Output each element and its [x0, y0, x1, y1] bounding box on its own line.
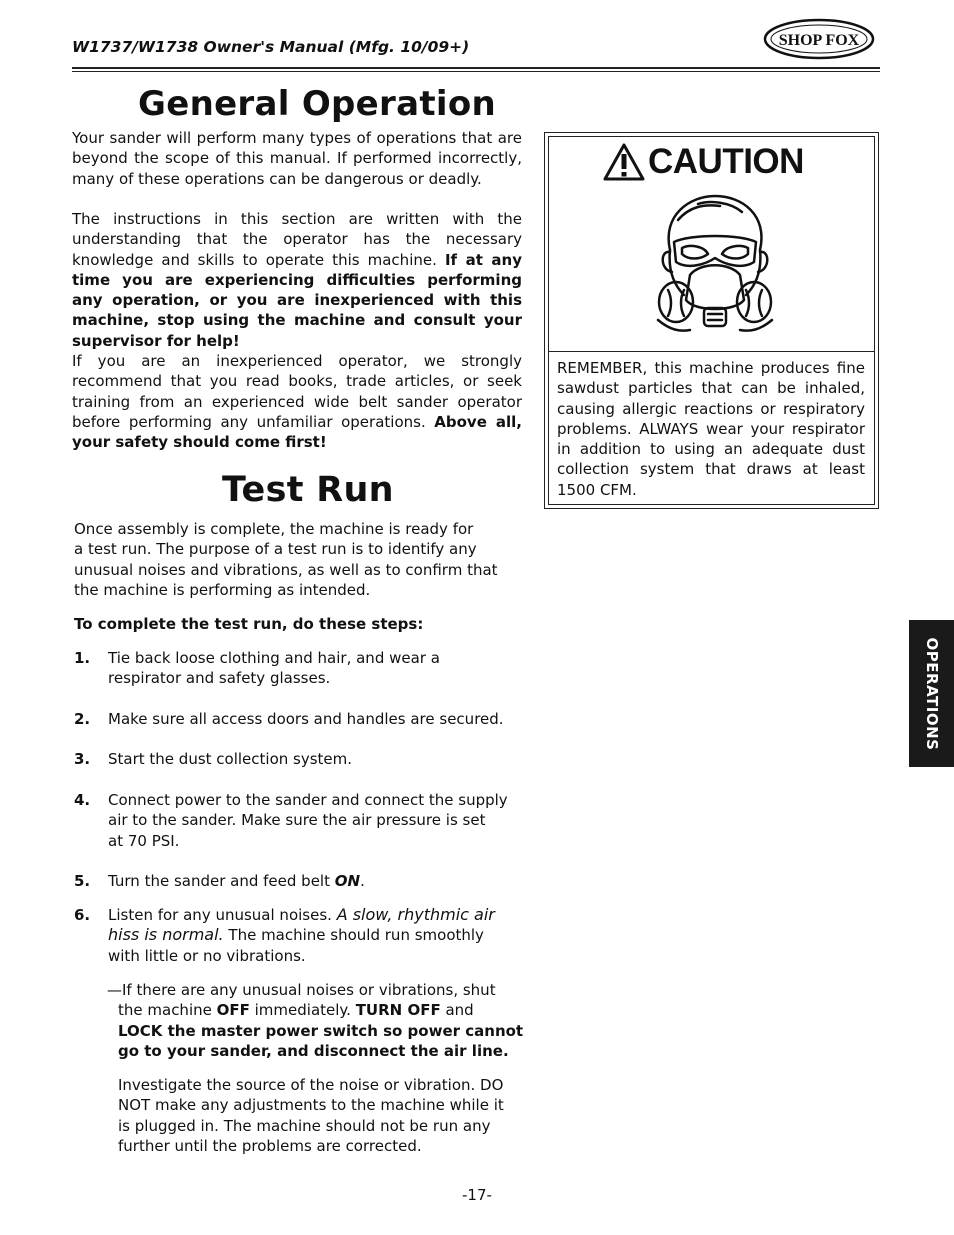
- caution-title: CAUTION: [648, 142, 804, 181]
- note-line: is plugged in. The machine should not be run any: [118, 1116, 491, 1135]
- step-text: with little or no vibrations.: [108, 946, 306, 965]
- lock-warning: go to your sander, and disconnect the air line.: [118, 1041, 509, 1060]
- intro-line: unusual noises and vibrations, as well as to confirm that: [74, 560, 498, 579]
- on-emphasis: ON: [334, 872, 361, 890]
- step-text: at 70 PSI.: [108, 831, 180, 850]
- step-2: [74, 709, 524, 729]
- test-run-intro: [74, 519, 524, 600]
- step-text: air to the sander. Make sure the air pressure is set: [108, 811, 486, 830]
- page-number: -17-: [462, 1186, 492, 1204]
- step-text: Make sure all access doors and handles are secured.: [108, 710, 504, 728]
- note-line: further until the problems are corrected.: [118, 1136, 422, 1155]
- manual-title: W1737/W1738 Owner's Manual (Mfg. 10/09+): [72, 38, 470, 56]
- header-rule-thin: [72, 71, 880, 72]
- step-6: [74, 905, 524, 966]
- respirator-face-illustration: [650, 190, 780, 340]
- header-rule: [72, 67, 880, 69]
- step-text: Listen for any unusual noises.: [108, 906, 337, 924]
- operations-side-tab: [909, 620, 954, 767]
- side-tab-label: OPERATIONS: [922, 637, 941, 750]
- note-text: the machine: [118, 1001, 217, 1020]
- step-number: 2.: [74, 710, 91, 728]
- normal-hiss-emphasis: A slow, rhythmic air: [336, 905, 495, 924]
- caution-divider: [548, 351, 875, 352]
- general-operation-instructions: [72, 209, 522, 351]
- step-text: respirator and safety glasses.: [108, 669, 331, 688]
- investigate-note: [118, 1075, 528, 1156]
- svg-text:SHOP FOX: SHOP FOX: [778, 32, 860, 49]
- step-text: Start the dust collection system.: [108, 750, 353, 768]
- step-text: Tie back loose clothing and hair, and wear a: [108, 649, 440, 667]
- lock-warning: LOCK the master power switch so power cannot: [118, 1021, 524, 1040]
- shop-fox-logo: [763, 17, 875, 61]
- step-text: .: [360, 872, 365, 890]
- step-text: Connect power to the sander and connect the supply: [108, 791, 508, 809]
- general-operation-training: [72, 351, 522, 452]
- steps-heading: To complete the test run, do these steps:: [74, 615, 424, 633]
- step-1: [74, 648, 524, 689]
- general-operation-heading: General Operation: [138, 84, 497, 124]
- step-text: Turn the sander and feed belt: [108, 872, 335, 890]
- step-number: 3.: [74, 750, 91, 768]
- step-5: [74, 871, 524, 891]
- step-number: 5.: [74, 872, 91, 890]
- note-text: and: [440, 1001, 474, 1020]
- intro-line: Once assembly is complete, the machine is ready for: [74, 520, 474, 538]
- intro-line: the machine is performing as intended.: [74, 580, 371, 599]
- instructions-text: The instructions in this section are written with the understanding that the operator has the necessary knowledge and skills to operate this machine.: [72, 210, 522, 269]
- step-number: 6.: [74, 906, 91, 924]
- general-operation-intro: Your sander will perform many types of operations that are beyond the scope of this manual. If performed incorrectly, many of these operations can be dangerous or deadly.: [72, 129, 522, 188]
- note-line: Investigate the source of the noise or vibration. DO: [118, 1076, 504, 1094]
- step-number: 4.: [74, 791, 91, 809]
- note-line: NOT make any adjustments to the machine while it: [118, 1096, 504, 1115]
- intro-line: a test run. The purpose of a test run is to identify any: [74, 540, 477, 559]
- step-3: [74, 749, 524, 769]
- instructions-warning: If at any time you are experiencing difficulties performing any operation, or you are inexperienced with this machine, stop using the machine and consult your supervisor for help!: [72, 250, 522, 350]
- step-number: 1.: [74, 649, 91, 667]
- note-text: immediately.: [249, 1001, 356, 1020]
- step-4: [74, 790, 524, 851]
- test-run-heading: Test Run: [222, 470, 394, 510]
- safety-first-text: Above all, your safety should come first!: [72, 412, 522, 452]
- caution-text: REMEMBER, this machine produces fine sawdust particles that can be inhaled, causing allergic reactions or respiratory problems. ALWAYS wear your respirator in addition to using an adequate dust collection system that draws at least 1500 CFM.: [557, 359, 865, 499]
- training-text: If you are an inexperienced operator, we strongly recommend that you read books, trade articles, or seek training from an experienced wide belt sander operator before performing any unfamiliar operations.: [72, 352, 522, 431]
- warning-triangle-icon: [603, 143, 645, 181]
- turn-off-emphasis: TURN OFF: [355, 1001, 441, 1020]
- off-emphasis: OFF: [216, 1001, 250, 1020]
- step-text: The machine should run smoothly: [223, 926, 484, 945]
- normal-hiss-emphasis: hiss is normal.: [108, 925, 224, 945]
- unusual-noise-note: [107, 980, 527, 1061]
- note-line: —If there are any unusual noises or vibrations, shut: [107, 981, 496, 999]
